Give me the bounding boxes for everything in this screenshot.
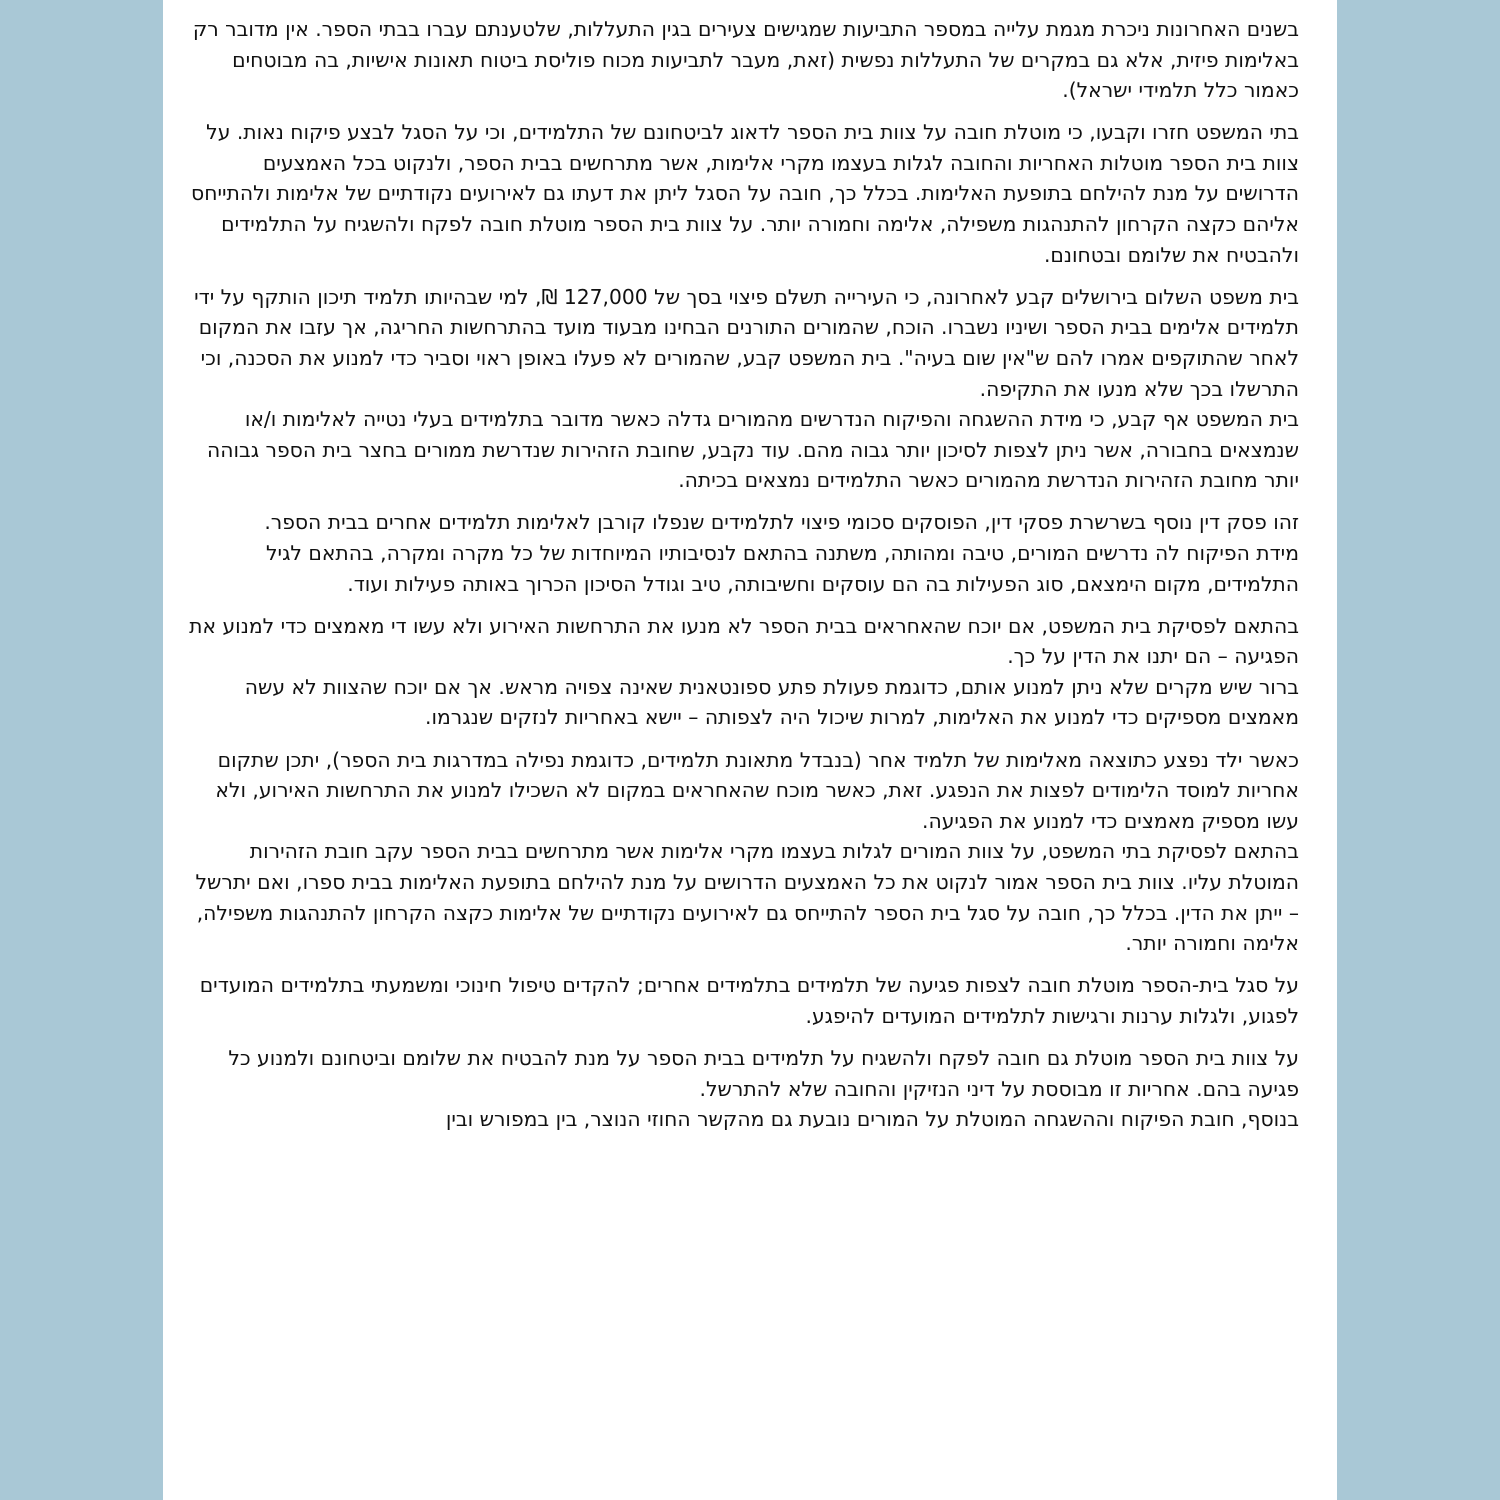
document-page: [163, 0, 1337, 1500]
paragraph-injured-child: כאשר ילד נפצע כתוצאה מאלימות של תלמיד אחר (בנבדל מתאונת תלמידים, כדוגמת נפילה במדרגות בית הספר), יתכן שתקום אחריות למוסד הלימודים לפצות את הנפגע. זאת, כאשר מוכח שהאחראים במקום לא השכילו למנוע את התרחשות האירוע, ולא עשו מספיק מאמצים כדי למנוע את הפגיעה.: [215, 747, 1299, 833]
paragraph-precedent-chain: זהו פסק דין נוסף בשרשרת פסקי דין, הפוסקים סכומי פיצוי לתלמידים שנפלו קורבן לאלימות תלמידים אחרים בבית הספר.: [264, 510, 1299, 535]
paragraph-staff-duty: בתי המשפט חזרו וקבעו, כי מוטלת חובה על צוות בית הספר לדאוג לביטחונם של התלמידים, וכי על הסגל לבצע פיקוח נאות. על צוות בית הספר מוטלות האחריות והחובה לגלות בעצמו מקרי אלימות, אשר מתרחשים בבית הספר, ולנקוט בכל האמצעים הדרושים על מנת להילחם בתופעת האלימות. בכלל כך, חובה על הסגל ליתן את דעתו גם לאירועים נקודתיים של אלימות ולהתייחס אליהם כקצה הקרחון להתנהגות משפילה, אלימה וחמורה יותר. על צוות בית הספר מוטלת חובה לפקח ולהשגיח על התלמידים ולהבטיח את שלומם ובטחונם.: [191, 120, 1299, 267]
paragraph-supervise-students: על צוות בית הספר מוטלת גם חובה לפקח ולהשגיח על תלמידים בבית הספר על מנת להבטיח את שלומם וביטחונם ולמנוע כל פגיעה בהם. אחריות זו מבוססת על דיני הנזיקין והחובה שלא להתרשל.: [228, 1045, 1299, 1101]
paragraph-supervision-varies: מידת הפיקוח לה נדרשים המורים, טיבה ומהותה, משתנה בהתאם לנסיבותיו המיוחדות של כל מקרה ומקרה, בהתאם לגיל התלמידים, מקום הימצאם, סוג הפעילות בה הם עוסקים וחשיבותה, טיב וגודל הסיכון הכרוך באותה פעילות ועוד.: [266, 541, 1299, 596]
paragraph-anticipate-harm: על סגל בית-הספר מוטלת חובה לצפות פגיעה של תלמידים בתלמידים אחרים; להקדים טיפול חינוכי ומשמעתי בתלמידים המועדים לפגוע, ולגלות ערנות ורגישות לתלמידים המועדים להיפגע.: [199, 973, 1299, 1028]
paragraph-supervision-level: בית המשפט אף קבע, כי מידת ההשגחה והפיקוח הנדרשים מהמורים גדלה כאשר מדובר בתלמידים בעלי נטייה לאלימות ו/או שנמצאים בחבורה, אשר ניתן לצפות לסיכון יותר גבוה מהם. עוד נקבע, שחובת הזהירות שנדרשת ממורים בחצר בית הספר גבוהה יותר מחובת הזהירות הנדרשת מהמורים כאשר התלמידים נמצאים בכיתה.: [207, 407, 1299, 493]
paragraph-rising-lawsuits: בשנים האחרונות ניכרת מגמת עלייה במספר התביעות שמגישים צעירים בגין התעללות, שלטענתם עברו בבתי הספר. אין מדובר רק באלימות פיזית, אלא גם במקרים של התעללות נפשית (זאת, מעבר לתביעות מכוח פוליסת ביטוח תאונות אישיות, בה מבוטחים כאמור כלל תלמידי ישראל).: [192, 17, 1299, 103]
paragraph-teachers-duty: בהתאם לפסיקת בתי המשפט, על צוות המורים לגלות בעצמו מקרי אלימות אשר מתרחשים בבית הספר עקב חובת הזהירות המוטלת עליו. צוות בית הספר אמור לנקוט את כל האמצעים הדרושים על מנת להילחם בתופעת האלימות בבית ספרו, ואם יתרשל – ייתן את הדין. בכלל כך, חובה על סגל בית הספר להתייחס גם לאירועים נקודתיים של אלימות כקצה הקרחון להתנהגות משפילה, אלימה וחמורה יותר.: [195, 839, 1299, 956]
paragraph-unpreventable-cases: ברור שיש מקרים שלא ניתן למנוע אותם, כדוגמת פעולת פתע ספונטאנית שאינה צפויה מראש. אך אם יוכח שהצוות לא עשה מאמצים מספיקים כדי למנוע את האלימות, למרות שיכול היה לצפותה – יישא באחריות לנזקים שנגרמו.: [244, 674, 1299, 730]
paragraph-court-liability: בהתאם לפסיקת בית המשפט, אם יוכח שהאחראים בבית הספר לא מנעו את התרחשות האירוע ולא עשו די מאמצים כדי למנוע את הפגיעה – הם יתנו את הדין על כך.: [189, 613, 1299, 669]
paragraph-contractual-duty: בנוסף, חובת הפיקוח וההשגחה המוטלת על המורים נובעת גם מהקשר החוזי הנוצר, בין במפורש ובין: [445, 1107, 1299, 1132]
paragraph-jerusalem-ruling: בית משפט השלום בירושלים קבע לאחרונה, כי העירייה תשלם פיצוי בסך של 127,000 ₪, למי שבהיותו תלמיד תיכון הותקף על ידי תלמידים אלימים בבית הספר ושיניו נשברו. הוכח, שהמורים התורנים הבחינו מבעוד מועד בהתרחשות החריגה, אך עזבו את המקום לאחר שהתוקפים אמרו להם ש"אין שום בעיה". בית המשפט קבע, שהמורים לא פעלו באופן ראוי וסביר כדי למנוע את הסכנה, וכי התרשלו בכך שלא מנעו את התקיפה.: [194, 284, 1299, 401]
